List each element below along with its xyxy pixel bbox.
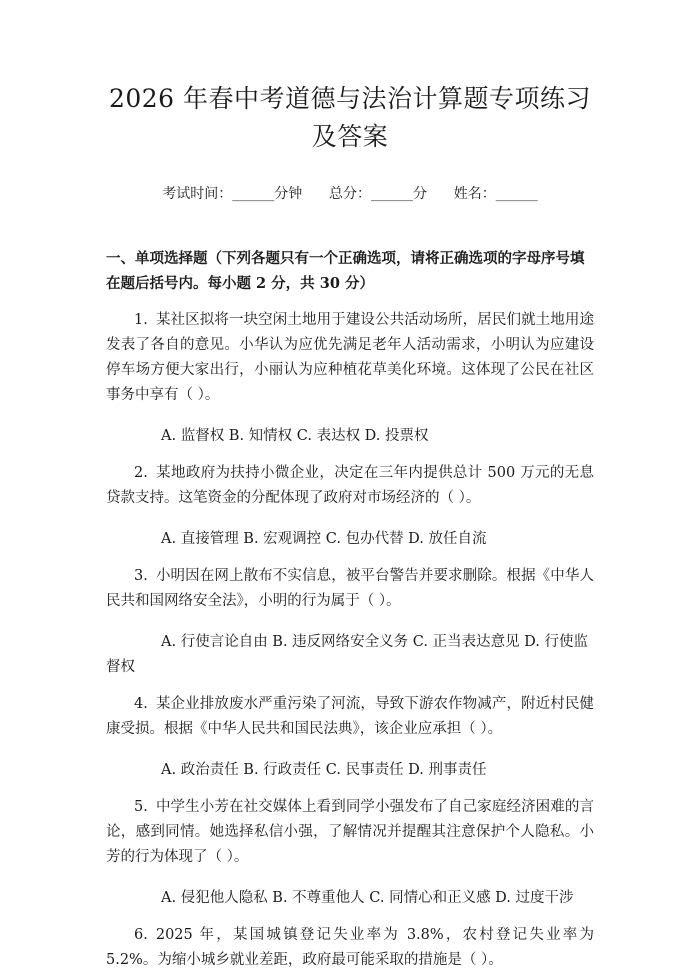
question-body: 某社区拟将一块空闲土地用于建设公共活动场所，居民们就土地用途发表了各自的意见。小华认为应优先满足老年人活动需求，小明认为应建设停车场方便大家出行，小丽认为应种植花草美化环境。这体现了公民在社区事务中享有（ ）。	[106, 312, 594, 403]
document-title: 2026 年春中考道德与法治计算题专项练习及答案	[108, 84, 592, 151]
question-text	[106, 923, 594, 973]
question-options: A. 政治责任 B. 行政责任 C. 民事责任 D. 刑事责任	[161, 762, 487, 778]
question-body: 某企业排放废水严重污染了河流，导致下游农作物减产，附近村民健康受损。根据《中华人民共和国民法典》，该企业应承担（ ）。	[106, 696, 594, 737]
question-body: 某地政府为扶持小微企业，决定在三年内提供总计 500 万元的无息贷款支持。这笔资金的分配体现了政府对市场经济的（ ）。	[106, 465, 594, 506]
question-body: 2025 年，某国城镇登记失业率为 3.8%，农村登记失业率为 5.2%。为缩小城乡就业差距，政府最可能采取的措施是（ ）。	[106, 927, 594, 968]
question-number: 1.	[134, 312, 148, 328]
question-number: 3.	[134, 568, 148, 584]
question-text	[106, 564, 594, 614]
question-options: A. 监督权 B. 知情权 C. 表达权 D. 投票权	[161, 428, 429, 444]
question-text	[106, 795, 594, 870]
question-text	[106, 308, 594, 408]
question-number: 5.	[134, 799, 148, 815]
question-body: 小明因在网上散布不实信息，被平台警告并要求删除。根据《中华人民共和国网络安全法》，小明的行为属于（ ）。	[106, 568, 594, 609]
question-text	[106, 692, 594, 742]
question-options: A. 侵犯他人隐私 B. 不尊重他人 C. 同情心和正义感 D. 过度干涉	[161, 890, 574, 906]
question-text	[106, 461, 594, 511]
question-options: A. 行使言论自由 B. 违反网络安全义务 C. 正当表达意见 D. 行使监督权	[106, 634, 589, 675]
question-number: 4.	[134, 696, 148, 712]
question-body: 中学生小芳在社交媒体上看到同学小强发布了自己家庭经济困难的言论，感到同情。她选择私信小强，了解情况并提醒其注意保护个人隐私。小芳的行为体现了（ ）。	[106, 799, 594, 865]
question-number: 6.	[134, 927, 148, 943]
section-heading: 一、单项选择题（下列各题只有一个正确选项，请将正确选项的字母序号填在题后括号内。每小题 2 分，共 30 分）	[106, 250, 585, 292]
question-number: 2.	[134, 465, 148, 481]
exam-info-line: 考试时间：______分钟 总分：______分 姓名：______	[162, 186, 538, 202]
question-options: A. 直接管理 B. 宏观调控 C. 包办代替 D. 放任自流	[161, 531, 487, 547]
